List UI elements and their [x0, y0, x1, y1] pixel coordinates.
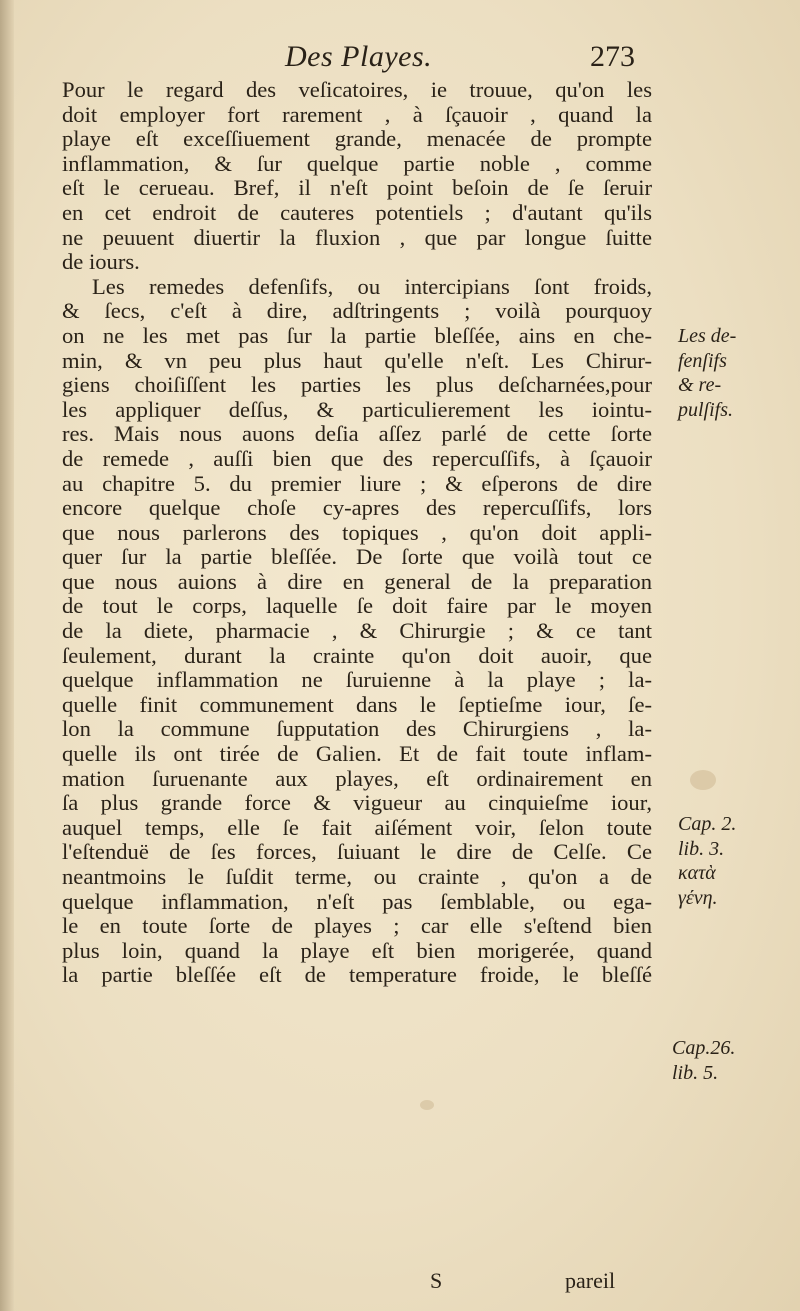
- margin-note-line: lib. 3.: [678, 837, 725, 860]
- text-line: res. Mais nous auons deſia aſſez parlé de cette ſorte: [62, 422, 652, 447]
- margin-note-defensifs: [678, 324, 736, 422]
- text-line: que nous auions à dire en general de la preparation: [62, 569, 652, 594]
- text-line: le en toute ſorte de playes ; car elle s'eſtend bien: [62, 914, 652, 939]
- text-line: ſeulement, durant la crainte qu'on doit auoir, que: [62, 643, 652, 668]
- text-line: les appliquer deſſus, & particulierement les iointu-: [62, 397, 652, 422]
- margin-note-line: Cap. 2.: [678, 813, 737, 835]
- text-line: Les remedes defenſifs, ou intercipians ſont froids,: [92, 274, 652, 299]
- text-line: l'eſtenduë de ſes forces, ſuiuant le dire de Celſe. Ce: [62, 840, 652, 865]
- text-line: au chapitre 5. du premier liure ; & eſperons de dire: [62, 471, 652, 496]
- margin-note-line: κατὰ: [678, 862, 716, 885]
- text-line: plus loin, quand la playe eſt bien morigerée, quand: [62, 938, 652, 963]
- text-line: de la diete, pharmacie , & Chirurgie ; & ce tant: [62, 619, 652, 644]
- page-header: [0, 38, 800, 82]
- margin-note-line: Les de-: [678, 325, 737, 347]
- text-line: doit employer fort rarement , à ſçauoir , quand la: [62, 102, 652, 127]
- margin-note-line: & re-: [678, 374, 722, 397]
- page-gutter-shadow: [0, 0, 14, 1311]
- text-line: & ſecs, c'eſt à dire, adſtringents ; voilà pourquoy: [62, 299, 652, 324]
- margin-note-line: lib. 5.: [672, 1061, 719, 1084]
- running-head: Des Playes.: [285, 40, 433, 73]
- text-line: Pour le regard des veſicatoires, ie trouue, qu'on les: [62, 78, 652, 102]
- foxing-spot: [420, 1100, 434, 1110]
- text-line: inflammation, & ſur quelque partie noble , comme: [62, 151, 652, 176]
- text-line: ſa plus grande force & vigueur au cinquieſme iour,: [62, 791, 652, 816]
- text-line: eſt le cerueau. Bref, il n'eſt point beſoin de ſe ſeruir: [62, 176, 652, 201]
- margin-note-line: pulſifs.: [678, 398, 734, 421]
- text-line: en cet endroit de cauteres potentiels ; d'autant qu'ils: [62, 200, 652, 225]
- margin-note-line: Cap.26.: [672, 1037, 736, 1059]
- text-line: la partie bleſſée eſt de temperature froide, le bleſſé: [62, 963, 652, 988]
- text-line: de iours.: [62, 250, 140, 275]
- body-text: [62, 78, 652, 988]
- text-line: min, & vn peu plus haut qu'elle n'eſt. Les Chirur-: [62, 348, 652, 373]
- text-line: de tout le corps, laquelle ſe doit faire par le moyen: [62, 594, 652, 619]
- text-line: lon la commune ſupputation des Chirurgiens , la-: [62, 717, 652, 742]
- text-line: quelle ils ont tirée de Galien. Et de fait toute inflam-: [62, 742, 652, 767]
- page-number: 273: [590, 40, 635, 73]
- text-line: quer ſur la partie bleſſée. De ſorte que voilà tout ce: [62, 545, 652, 570]
- text-line: ne peuuent diuertir la fluxion , que par longue ſuitte: [62, 225, 652, 250]
- margin-note-celse: [672, 1036, 735, 1085]
- text-line: de remede , auſſi bien que des repercuſſifs, à ſçauoir: [62, 446, 652, 471]
- foxing-spot: [690, 770, 716, 790]
- text-line: playe eſt exceſſiuement grande, menacée de prompte: [62, 127, 652, 152]
- margin-note-galien: [678, 812, 736, 910]
- signature-mark: S: [430, 1268, 443, 1293]
- text-line: encore quelque choſe cy-apres des repercuſſifs, lors: [62, 496, 652, 521]
- text-line: auquel temps, elle ſe fait aiſément voir, ſelon toute: [62, 815, 652, 840]
- text-line: neantmoins le ſuſdit terme, ou crainte , qu'on a de: [62, 865, 652, 889]
- catchword: pareil: [565, 1268, 616, 1293]
- text-line: mation ſuruenante aux playes, eſt ordinairement en: [62, 766, 652, 791]
- margin-note-line: fenſifs: [678, 349, 727, 372]
- text-line: on ne les met pas ſur la partie bleſſée, ains en che-: [62, 323, 652, 348]
- text-line: que nous parlerons des topiques , qu'on doit appli-: [62, 520, 652, 545]
- margin-note-line: γένη.: [678, 886, 718, 909]
- text-line: giens choiſiſſent les parties les plus deſcharnées,pour: [62, 373, 652, 398]
- text-line: quelque inflammation, n'eſt pas ſemblable, ou ega-: [62, 889, 652, 914]
- text-line: quelle finit communement dans le ſeptieſme iour, ſe-: [62, 692, 652, 717]
- text-line: quelque inflammation ne ſuruienne à la playe ; la-: [62, 668, 652, 693]
